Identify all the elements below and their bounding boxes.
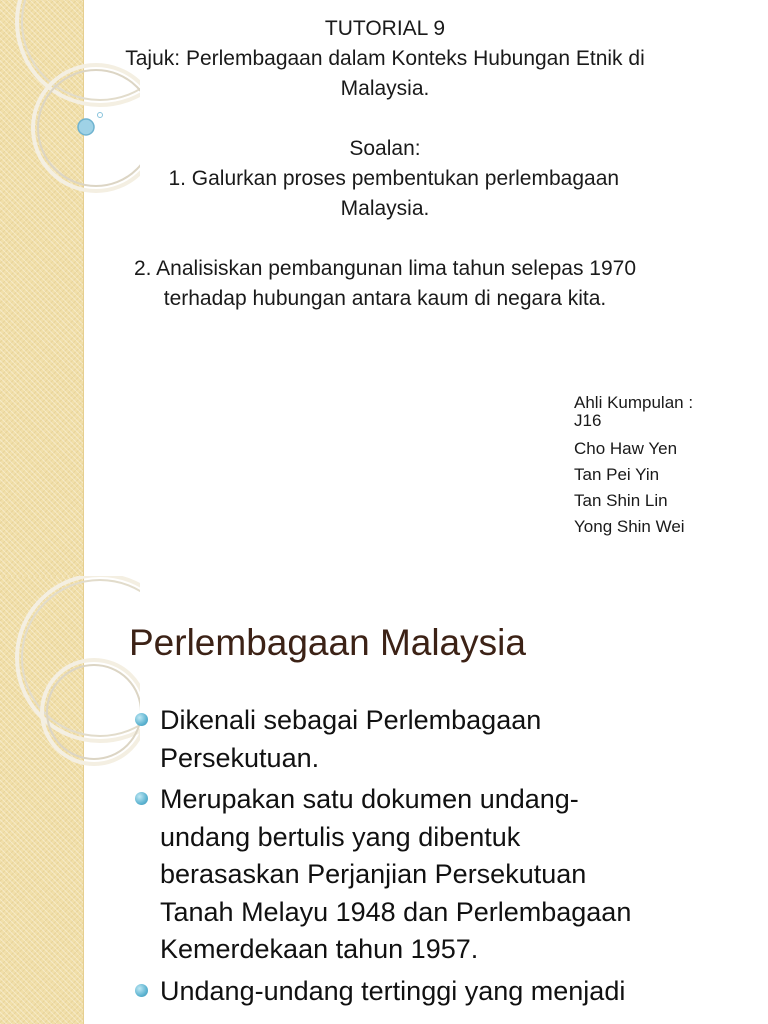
slide-title: Perlembagaan Malaysia: [129, 622, 526, 663]
bullet-line: berasaskan Perjanjian Persekutuan: [160, 859, 587, 889]
tutorial-heading: TUTORIAL 9: [324, 17, 446, 40]
bullet-line: Dikenali sebagai Perlembagaan: [160, 705, 542, 735]
bullet-line: Undang-undang tertinggi yang menjadi: [160, 975, 626, 1006]
group-heading: Ahli Kumpulan :: [574, 393, 694, 412]
bullet-line: undang bertulis yang dibentuk: [160, 821, 521, 852]
bullet-icon: [135, 713, 148, 726]
member-name: Yong Shin Wei: [574, 517, 685, 536]
question-2-line-1: 2. Analisiskan pembangunan lima tahun selepas 1970: [133, 257, 637, 280]
bullet-line: Tanah Melayu 1948 dan Perlembagaan: [160, 896, 632, 927]
list-item: [135, 781, 745, 969]
question-1-line-2: Malaysia.: [340, 197, 430, 220]
group-code: J16: [574, 411, 602, 430]
question-2-line-2: terhadap hubungan antara kaum di negara kita.: [163, 287, 607, 310]
member-name: Tan Pei Yin: [574, 465, 660, 484]
list-item: [135, 702, 745, 777]
tutorial-question-text: [60, 14, 710, 314]
spacer: [60, 104, 710, 134]
spacer: [60, 224, 710, 254]
decorative-rings-icon: [0, 576, 140, 796]
list-item: [135, 973, 745, 1011]
questions-heading: Soalan:: [349, 137, 421, 160]
bullet-line: Persekutuan.: [160, 742, 320, 773]
bullet-icon: [135, 792, 148, 805]
topic-line-1: Tajuk: Perlembagaan dalam Konteks Hubungan Etnik di: [125, 47, 645, 70]
bullet-icon: [135, 984, 148, 997]
bullet-list: [135, 702, 745, 1014]
member-name: Tan Shin Lin: [574, 491, 668, 510]
topic-line-2: Malaysia.: [340, 77, 430, 100]
question-1-line-1: 1. Galurkan proses pembentukan perlembagaan: [150, 167, 620, 190]
bullet-line: Kemerdekaan tahun 1957.: [160, 934, 479, 964]
group-members: [574, 394, 693, 540]
slide-2: [0, 576, 768, 1024]
bullet-line: Merupakan satu dokumen undang-: [160, 784, 579, 814]
member-name: Cho Haw Yen: [574, 439, 678, 458]
